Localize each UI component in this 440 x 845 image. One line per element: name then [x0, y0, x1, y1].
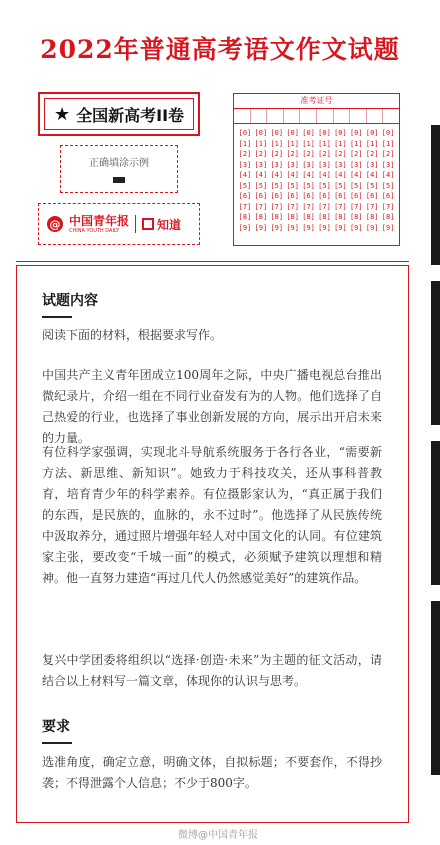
ticket-column	[285, 128, 301, 233]
ticket-column	[269, 128, 285, 233]
section-title-content: 试题内容	[42, 290, 98, 318]
edge-bar-gap	[431, 425, 440, 441]
ticket-digit-cell[interactable]: [1]	[318, 139, 331, 148]
ticket-digit-cell[interactable]: [9]	[254, 223, 268, 232]
ticket-digit-cell[interactable]: [3]	[318, 160, 331, 169]
ticket-digit-cell[interactable]: [8]	[349, 213, 363, 221]
ticket-digit-cell[interactable]: [2]	[254, 150, 268, 158]
ticket-column	[364, 128, 380, 233]
ticket-digit-cell[interactable]: [1]	[349, 139, 363, 148]
ticket-digit-cell[interactable]: [2]	[318, 150, 331, 158]
edge-timing-bar	[431, 125, 440, 775]
ticket-column	[237, 128, 253, 233]
ticket-digit-cell[interactable]: [2]	[334, 150, 347, 158]
ticket-digit-cell[interactable]: [3]	[254, 160, 268, 169]
ticket-digit-cell[interactable]: [6]	[254, 192, 268, 200]
ticket-digit-cell[interactable]: [8]	[334, 213, 347, 221]
ticket-input-boxes	[234, 109, 399, 124]
paragraph-4: 复兴中学团委将组织以“选择·创造·未来”为主题的征文活动，请结合以上材料写一篇文章，体现你的认识与思考。	[42, 653, 382, 688]
ticket-digit-cell[interactable]: [1]	[381, 139, 395, 148]
ticket-digit-cell[interactable]: [3]	[286, 160, 299, 169]
ticket-digit-cell[interactable]: [3]	[349, 160, 363, 169]
ticket-digit-cell[interactable]: [0]	[302, 129, 315, 137]
ticket-digit-cell[interactable]: [9]	[334, 223, 347, 232]
brand-box	[38, 203, 200, 245]
zhidao-logo-icon	[142, 218, 154, 230]
ticket-digit-cell[interactable]: [6]	[318, 192, 331, 200]
ticket-digit-cell[interactable]: [1]	[286, 139, 299, 148]
ticket-digit-cell[interactable]: [4]	[365, 171, 379, 179]
divider	[16, 261, 409, 262]
ticket-digit-cell[interactable]: [3]	[238, 160, 252, 169]
paragraph-2: 中国共产主义青年团成立100周年之际，中央广播电视总台推出微纪录片，介绍一组在不同行业奋发有为的人物。他们选择了自己热爱的行业，也选择了事业创新发展的方向，展示出开启未来的力量。	[42, 368, 382, 445]
ticket-digit-cell[interactable]: [6]	[334, 192, 347, 200]
ticket-digit-cell[interactable]: [6]	[286, 192, 299, 200]
ticket-digit-cell[interactable]: [5]	[286, 181, 299, 190]
ticket-digit-cell[interactable]: [0]	[286, 129, 299, 137]
ticket-digit-cell[interactable]: [5]	[365, 181, 379, 190]
ticket-digit-cell[interactable]: [8]	[318, 213, 331, 221]
fill-sample-box	[60, 145, 178, 193]
ticket-digit-cell[interactable]: [5]	[254, 181, 268, 190]
ticket-digit-cell[interactable]: [9]	[365, 223, 379, 232]
ticket-digit-cell[interactable]: [8]	[365, 213, 379, 221]
ticket-digit-columns	[234, 124, 399, 233]
ticket-digit-cell[interactable]: [0]	[318, 129, 331, 137]
ticket-digit-cell[interactable]: [5]	[349, 181, 363, 190]
edge-bar-gap	[431, 585, 440, 601]
ticket-digit-cell[interactable]: [8]	[238, 213, 252, 221]
section-title-requirement: 要求	[42, 716, 72, 744]
ticket-digit-cell[interactable]: [3]	[302, 160, 315, 169]
ticket-digit-cell[interactable]: [6]	[381, 192, 395, 200]
paragraph-1: 阅读下面的材料，根据要求写作。	[42, 328, 223, 342]
ticket-digit-cell[interactable]: [1]	[254, 139, 268, 148]
ticket-digit-cell[interactable]: [3]	[270, 160, 284, 169]
ticket-digit-cell[interactable]: [5]	[334, 181, 347, 190]
ticket-digit-cell[interactable]: [7]	[238, 202, 252, 211]
ticket-digit-cell[interactable]: [2]	[238, 150, 252, 158]
ticket-digit-cell[interactable]: [2]	[365, 150, 379, 158]
ticket-digit-cell[interactable]: [6]	[238, 192, 252, 200]
ticket-digit-cell[interactable]: [7]	[334, 202, 347, 211]
paragraph-3: 有位科学家强调，实现北斗导航系统服务于各行各业，“需要新方法、新思维、新知识”。她致力于科技攻关，还从事科普教育，培育青少年的科学素养。有位摄影家认为，“真正属于我们的东西，是民族的，血脉的，永不过时”。他选择了从民族传统中汲取养分，通过照片增强年轻人对中国文化的认同。有位建筑家主张，要改变“千城一面”的模式，必须赋予建筑以理想和精神。他一直努力建造“再过几代人仍然感觉美好”的建筑作品。	[42, 445, 382, 585]
zhidao-logo-text: 知道	[157, 217, 182, 232]
cyd-logo-en: CHINA YOUTH DAILY	[69, 227, 120, 234]
cyd-logo-icon: @	[47, 216, 63, 232]
exam-label-box	[38, 92, 200, 136]
ticket-digit-cell[interactable]: [0]	[365, 129, 379, 137]
ticket-digit-cell[interactable]: [9]	[349, 223, 363, 232]
ticket-digit-cell[interactable]: [9]	[381, 223, 395, 232]
ticket-digit-cell[interactable]: [8]	[286, 213, 299, 221]
fill-sample-label: 正确填涂示例	[89, 158, 149, 169]
ticket-digit-cell[interactable]: [8]	[254, 213, 268, 221]
ticket-digit-cell[interactable]: [2]	[381, 150, 395, 158]
ticket-header: 准考证号	[234, 94, 399, 109]
ticket-digit-cell[interactable]: [5]	[270, 181, 284, 190]
ticket-digit-cell[interactable]: [9]	[318, 223, 331, 232]
ticket-digit-cell[interactable]: [5]	[238, 181, 252, 190]
ticket-digit-cell[interactable]: [7]	[302, 202, 315, 211]
ticket-column	[253, 128, 269, 233]
ticket-digit-cell[interactable]: [0]	[254, 129, 268, 137]
star-icon: ★	[53, 103, 71, 125]
edge-bar-gap	[431, 265, 440, 281]
ticket-digit-cell[interactable]: [7]	[270, 202, 284, 211]
ticket-digit-cell[interactable]: [3]	[381, 160, 395, 169]
ticket-digit-cell[interactable]: [4]	[334, 171, 347, 179]
ticket-digit-cell[interactable]: [9]	[302, 223, 315, 232]
ticket-digit-cell[interactable]: [1]	[302, 139, 315, 148]
ticket-column	[317, 128, 333, 233]
ticket-digit-cell[interactable]: [4]	[318, 171, 331, 179]
ticket-column	[301, 128, 317, 233]
ticket-digit-cell[interactable]: [5]	[381, 181, 395, 190]
ticket-digit-cell[interactable]: [4]	[254, 171, 268, 179]
ticket-digit-cell[interactable]: [4]	[302, 171, 315, 179]
ticket-digit-cell[interactable]: [0]	[334, 129, 347, 137]
ticket-digit-cell[interactable]: [4]	[270, 171, 284, 179]
ticket-digit-cell[interactable]: [8]	[270, 213, 284, 221]
ticket-digit-cell[interactable]: [1]	[270, 139, 284, 148]
ticket-digit-cell[interactable]: [4]	[238, 171, 252, 179]
ticket-digit-cell[interactable]: [5]	[318, 181, 331, 190]
ticket-column	[348, 128, 364, 233]
ticket-column	[380, 128, 396, 233]
ticket-digit-cell[interactable]: [1]	[365, 139, 379, 148]
ticket-digit-cell[interactable]: [1]	[238, 139, 252, 148]
fill-sample-mark	[113, 177, 125, 183]
ticket-digit-cell[interactable]: [0]	[270, 129, 284, 137]
ticket-digit-cell[interactable]: [9]	[238, 223, 252, 232]
ticket-digit-cell[interactable]: [7]	[381, 202, 395, 211]
ticket-digit-cell[interactable]: [2]	[302, 150, 315, 158]
exam-label: 全国新高考II卷	[76, 105, 185, 125]
ticket-digit-cell[interactable]: [1]	[334, 139, 347, 148]
weibo-watermark: 微博@中国青年报	[178, 830, 258, 841]
ticket-digit-cell[interactable]: [2]	[270, 150, 284, 158]
ticket-digit-cell[interactable]: [9]	[270, 223, 284, 232]
ticket-digit-cell[interactable]: [7]	[286, 202, 299, 211]
ticket-digit-cell[interactable]: [4]	[349, 171, 363, 179]
ticket-digit-cell[interactable]: [8]	[381, 213, 395, 221]
ticket-number-grid	[233, 93, 400, 246]
ticket-digit-cell[interactable]: [7]	[365, 202, 379, 211]
ticket-digit-cell[interactable]: [4]	[381, 171, 395, 179]
ticket-digit-cell[interactable]: [2]	[349, 150, 363, 158]
ticket-digit-cell[interactable]: [5]	[302, 181, 315, 190]
ticket-digit-cell[interactable]: [2]	[286, 150, 299, 158]
ticket-digit-cell[interactable]: [0]	[381, 129, 395, 137]
ticket-digit-cell[interactable]: [6]	[365, 192, 379, 200]
ticket-digit-cell[interactable]: [0]	[238, 129, 252, 137]
brand-separator	[135, 215, 136, 233]
cyd-logo-text: 中国青年报	[69, 213, 130, 228]
ticket-digit-cell[interactable]: [3]	[334, 160, 347, 169]
ticket-digit-cell[interactable]: [9]	[286, 223, 299, 232]
ticket-column	[332, 128, 348, 233]
ticket-digit-cell[interactable]: [7]	[254, 202, 268, 211]
ticket-digit-cell[interactable]: [6]	[270, 192, 284, 200]
ticket-digit-cell[interactable]: [8]	[302, 213, 315, 221]
ticket-digit-cell[interactable]: [0]	[349, 129, 363, 137]
ticket-digit-cell[interactable]: [6]	[349, 192, 363, 200]
ticket-digit-cell[interactable]: [4]	[286, 171, 299, 179]
ticket-digit-cell[interactable]: [7]	[349, 202, 363, 211]
ticket-digit-cell[interactable]: [6]	[302, 192, 315, 200]
ticket-digit-cell[interactable]: [3]	[365, 160, 379, 169]
requirement-text: 选准角度，确定立意，明确文体，自拟标题；不要套作，不得抄袭；不得泄露个人信息；不少于800字。	[42, 755, 382, 790]
page-title: 2022年普通高考语文作文试题	[40, 35, 400, 64]
ticket-digit-cell[interactable]: [7]	[318, 202, 331, 211]
